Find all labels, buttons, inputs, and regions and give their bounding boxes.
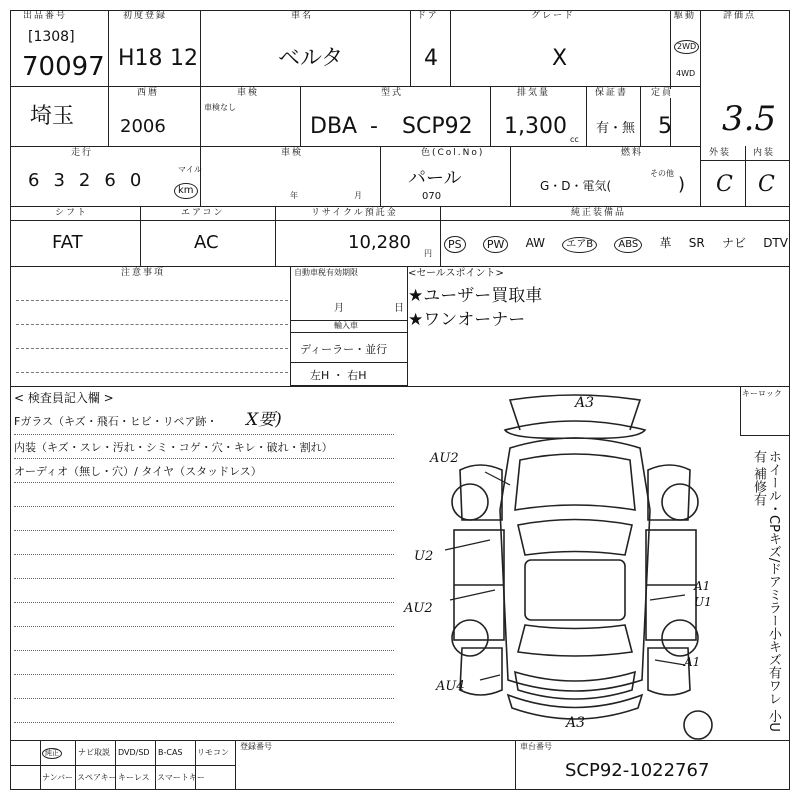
- mileage-unit-top: マイル: [178, 165, 202, 174]
- score-label: 評価点: [723, 11, 757, 21]
- model-dash: -: [370, 114, 378, 139]
- mileage-unit: km: [174, 180, 198, 199]
- mileage-digit: 3: [53, 170, 65, 191]
- color-no: 070: [422, 191, 442, 202]
- mileage-digits: [28, 170, 141, 191]
- inspection-note: 車検なし: [204, 103, 236, 112]
- inspector-label: < 検査員記入欄 >: [14, 391, 114, 405]
- equipment-item: SR: [688, 235, 705, 250]
- mileage-digit: 6: [28, 170, 40, 191]
- equipment-label: 純正装備品: [571, 208, 627, 218]
- month-value: 12: [170, 46, 198, 71]
- import-label: 輸入車: [334, 321, 358, 330]
- fuel-value: G・D・電気(: [540, 179, 612, 193]
- lot-number: 70097: [22, 52, 105, 82]
- car-name-label: 車名: [291, 11, 314, 21]
- score-value: 3.5: [722, 99, 777, 139]
- model-prefix: DBA: [310, 114, 358, 139]
- period-month: 月: [334, 303, 344, 314]
- hood: [515, 454, 635, 510]
- lot-label: 出品番号: [23, 11, 68, 21]
- drive-2wd: 2WD: [674, 36, 699, 54]
- left-front-fender: [460, 465, 502, 520]
- mileage-digit: 6: [104, 170, 116, 191]
- shift-value: FAT: [52, 232, 83, 253]
- windshield: [518, 520, 632, 556]
- model-code: SCP92: [402, 114, 473, 139]
- capacity-value: 5: [658, 114, 672, 139]
- mark-a1-door: A1: [694, 579, 711, 593]
- equipment-item: エアB: [562, 232, 597, 253]
- exterior-grade: C: [716, 172, 733, 197]
- front-bumper: [505, 421, 645, 438]
- first-reg-label: 初度登録: [123, 11, 168, 21]
- inspection-label: 車検: [237, 88, 260, 98]
- equipment-item: 革: [659, 236, 672, 250]
- handle-side: 左H ・ 右H: [310, 369, 367, 382]
- year-label: 西暦: [137, 88, 160, 98]
- notes-label: 注意事項: [121, 268, 166, 278]
- year-value: 2006: [120, 116, 166, 137]
- opt-genuine: 純正: [42, 748, 62, 759]
- warranty-label: 保証書: [595, 88, 629, 98]
- recycle-value: 10,280: [348, 232, 411, 253]
- side-legend: ホイール・CPキズ/ドアミラー小キズ有ワレ 小U有 補修有: [750, 450, 781, 732]
- right-front-fender: [648, 465, 690, 520]
- mileage-digit: 0: [129, 170, 142, 191]
- period-day: 日: [394, 303, 404, 314]
- drive-label: 駆動: [674, 11, 697, 21]
- grade-label: グレード: [531, 11, 576, 21]
- year-unit: 年: [290, 191, 298, 200]
- sales-points-label: <セールスポイント>: [408, 268, 504, 279]
- sales-point-1: ★ユーザー買取車: [408, 286, 543, 306]
- mark-au2-rear: AU2: [404, 601, 433, 616]
- trunk: [515, 672, 635, 699]
- warranty-value: 有・無: [596, 121, 636, 136]
- color-label: 色(Col.No): [421, 148, 485, 158]
- aircon-value: AC: [194, 232, 219, 253]
- inspection-row3-label: 車検: [281, 148, 304, 158]
- interior-grade: C: [758, 172, 775, 197]
- opt-remote: リモコン: [197, 748, 229, 757]
- drive-4wd: 4WD: [676, 69, 696, 78]
- mileage-label: 走行: [71, 148, 94, 158]
- yen-unit: 円: [424, 249, 432, 258]
- equipment-item: ナビ: [721, 236, 746, 250]
- inspector-line-3: オーディオ（無し・穴）/ タイヤ（スタッドレス）: [14, 465, 262, 478]
- opt-bcas: B-CAS: [158, 748, 183, 757]
- lot-code: [1308]: [28, 29, 75, 45]
- opt-navi-manual: ナビ取説: [78, 748, 110, 757]
- equipment-item: ABS: [614, 232, 642, 253]
- aircon-label: エアコン: [181, 208, 225, 218]
- mark-a3-bottom: A3: [566, 715, 586, 731]
- displacement-value: 1,300: [504, 114, 567, 139]
- mark-a3-top: A3: [575, 395, 595, 411]
- month-unit: 月: [354, 191, 362, 200]
- opt-smart-key: スマートキー: [157, 773, 205, 782]
- fuel-close: ): [678, 174, 686, 195]
- fuel-label: 燃料: [621, 148, 644, 158]
- equipment-item: PW: [483, 233, 509, 253]
- reg-no-label: 登録番号: [240, 742, 272, 751]
- auction-sheet: [10, 10, 790, 790]
- door-label: ドア: [417, 11, 439, 21]
- capacity-label: 定員: [651, 88, 674, 98]
- cc-label: 排気量: [517, 88, 551, 98]
- area-value: 埼玉: [30, 104, 75, 129]
- equipment-item: PS: [444, 233, 466, 253]
- shift-label: シフト: [55, 208, 89, 218]
- spare-wheel: [684, 711, 712, 739]
- front-left-wheel: [452, 484, 488, 520]
- mark-au2-front: AU2: [430, 451, 459, 466]
- front-right-wheel: [662, 484, 698, 520]
- period-label: 自動車税有効期限: [294, 268, 358, 277]
- cc-unit: cc: [570, 135, 579, 144]
- era-value: H18: [118, 46, 163, 71]
- sales-point-2: ★ワンオーナー: [408, 310, 526, 330]
- mark-u1: U1: [694, 595, 712, 609]
- color-value: パール: [408, 168, 462, 189]
- inspector-line-1-mark: X要): [246, 410, 282, 430]
- exterior-label: 外装: [709, 148, 732, 158]
- model-label: 型式: [381, 88, 404, 98]
- opt-number: ナンバー: [42, 773, 74, 782]
- door-value: 4: [424, 46, 438, 71]
- roof: [525, 560, 625, 620]
- rear-left-wheel: [452, 620, 488, 656]
- rear-right-wheel: [662, 620, 698, 656]
- equipment-list: [444, 232, 788, 253]
- keylock-label: キーロック: [742, 389, 782, 398]
- opt-dvd: DVD/SD: [118, 748, 150, 757]
- equipment-item: DTV: [763, 235, 788, 250]
- inspector-line-2: 内装（キズ・スレ・汚れ・シミ・コゲ・穴・キレ・破れ・割れ）: [14, 441, 333, 454]
- mark-au4: AU4: [436, 679, 465, 694]
- interior-label: 内装: [753, 148, 776, 158]
- rear-window: [518, 625, 632, 656]
- chassis-label: 車台番号: [520, 742, 552, 751]
- mark-u2: U2: [414, 549, 434, 564]
- fuel-other: その他: [650, 169, 674, 178]
- grade-value: X: [552, 46, 568, 71]
- car-name-value: ベルタ: [278, 46, 344, 71]
- recycle-label: リサイクル預託金: [311, 208, 398, 218]
- dealer-parallel: ディーラー・並行: [300, 343, 388, 356]
- inspector-line-1: Fガラス（キズ・飛石・ヒビ・リペア跡・: [14, 415, 218, 428]
- chassis-number: SCP92-1022767: [565, 760, 710, 781]
- opt-spare-key: スペアキー: [77, 773, 117, 782]
- opt-keyless: キーレス: [118, 773, 150, 782]
- mark-a1-rear: A1: [684, 655, 701, 669]
- equipment-item: AW: [525, 235, 546, 250]
- mileage-digit: 2: [78, 170, 91, 191]
